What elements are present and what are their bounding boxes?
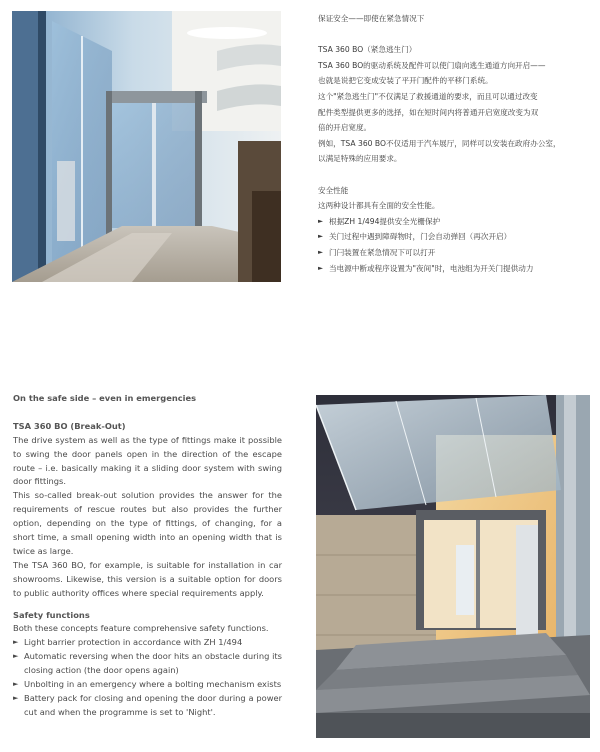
en-paragraph: The TSA 360 BO, for example, is suitable for installation in car showrooms. Likewise, this version is a suitable option for doors to public authority offices where special requirements apply.: [13, 559, 282, 598]
zh-bullet-item: [318, 261, 590, 277]
zh-bullet-item: [318, 214, 590, 230]
bullet-arrow-icon: ►: [13, 652, 19, 661]
zh-safety-intro: 这两种设计都具有全面的安全性能。: [318, 201, 440, 211]
zh-paragraph-line: 倍的开启宽度。: [318, 123, 372, 133]
lobby-glass-door-photo: [12, 11, 281, 282]
bullet-arrow-icon: ►: [318, 263, 323, 272]
zh-safety-heading: 安全性能: [318, 185, 349, 195]
en-paragraph: The drive system as well as the type of fittings make it possible to swing the door panels open in the direction of the escape route – i.e. basically making it a sliding door system with swing door fittings.: [13, 434, 282, 487]
zh-paragraph-line: 配件类型提供更多的选择，如在短时间内将普通开启宽度改变为双: [318, 107, 539, 117]
zh-bullet-text: 关门过程中遇到障碍物时，门会自动弹回（再次开启）: [329, 232, 512, 242]
en-bullet-text: Unbolting in an emergency where a bolting mechanism exists: [24, 679, 282, 690]
en-heading: On the safe side – even in emergencies: [13, 393, 197, 403]
en-bullet-text: Battery pack for closing and opening the door during a power cut and when the programme is set to 'Night'.: [24, 693, 282, 717]
en-product-title: TSA 360 BO (Break-Out): [13, 420, 126, 431]
en-bullet-text: Automatic reversing when the door hits an obstacle during its closing action (the door opens again): [24, 651, 282, 676]
english-text-column: [13, 392, 282, 720]
zh-bullet-text: 当电源中断或程序设置为"夜间"时，电池组为开关门提供动力: [329, 263, 534, 273]
en-bullet-item: [13, 636, 282, 650]
bullet-arrow-icon: ►: [13, 694, 19, 703]
bullet-arrow-icon: ►: [13, 680, 19, 689]
bullet-arrow-icon: ►: [318, 232, 323, 241]
lobby-photo-illustration: [12, 11, 281, 282]
bullet-arrow-icon: ►: [318, 247, 323, 256]
zh-paragraph-line: 这个"紧急逃生门"不仅满足了救援通道的要求，而且可以通过改变: [318, 91, 538, 101]
en-safety-heading: Safety functions: [13, 609, 90, 620]
en-bullet-item: [13, 678, 282, 692]
entrance-canopy-photo: [316, 395, 590, 738]
en-bullet-text: Light barrier protection in accordance with ZH 1/494: [24, 637, 243, 648]
chinese-text-column: [318, 11, 590, 276]
zh-bullet-item: [318, 229, 590, 245]
en-bullet-item: [13, 650, 282, 678]
bullet-arrow-icon: ►: [318, 216, 323, 225]
zh-paragraph-line: TSA 360 BO的驱动系统及配件可以使门扇向逃生通道方向开启——: [318, 60, 546, 70]
entrance-photo-illustration: [316, 395, 590, 738]
en-bullet-item: [13, 692, 282, 720]
zh-paragraph-line: 以满足特殊的应用要求。: [318, 154, 402, 164]
en-safety-intro: Both these concepts feature comprehensive safety functions.: [13, 623, 269, 634]
zh-paragraph-line: 也就是说把它变成安装了平开门配件的平移门系统。: [318, 76, 493, 86]
zh-product-title: TSA 360 BO（紧急逃生门）: [318, 45, 417, 55]
bullet-arrow-icon: ►: [13, 638, 19, 647]
zh-paragraph-line: 例如，TSA 360 BO不仅适用于汽车展厅，同样可以安装在政府办公室，: [318, 138, 561, 148]
zh-heading: 保证安全——即使在紧急情况下: [318, 14, 425, 23]
zh-bullet-text: 门闩装置在紧急情况下可以打开: [329, 247, 436, 257]
zh-bullet-text: 根据ZH 1/494提供安全光栅保护: [329, 216, 441, 226]
zh-bullet-item: [318, 245, 590, 261]
en-paragraph: This so-called break-out solution provides the answer for the requirements of rescue routes but also provides the further option, depending on the type of fittings, of changing, for a short time, a small opening width into an opening width that is twice as large.: [13, 490, 282, 556]
